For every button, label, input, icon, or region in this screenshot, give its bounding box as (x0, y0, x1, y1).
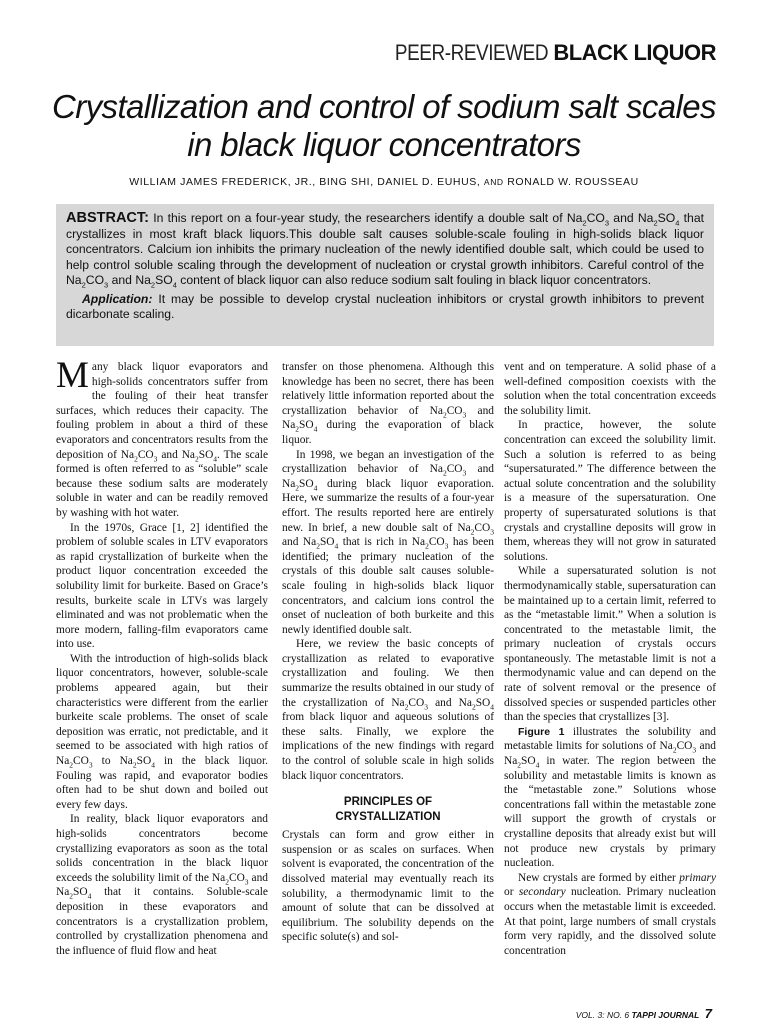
application-paragraph: Application: It may be possible to develop crystal nucleation inhibitors or crystal growth inhibitors to prevent dicarbonate scaling. (66, 291, 704, 321)
page-footer (576, 1006, 712, 1021)
figure-reference[interactable]: Figure 1 (518, 725, 565, 738)
abstract-paragraph: ABSTRACT: In this report on a four-year study, the researchers identify a double salt of $Na_2CO_3$ and $Na_2SO_4$ that crystallizes in most kraft black liquors.This double salt causes soluble-scale fouling in high-solids black liquor concentrators. Calcium ion inhibits the primary nucleation of the newly identified double salt, which could be used to help control soluble scaling through the development of nucleation or crystal growth inhibitors. Careful control of the $Na_2CO_3$ and $Na_2SO_4$ content of black liquor can also reduce sodium salt fouling in black liquor concentrators. (66, 210, 705, 290)
author-list (40, 176, 728, 188)
body-paragraph: Figure 1 illustrates the solubility and metastable limits for solutions of $Na_2CO_3$ and $Na_2SO_4$ in water. The region between the solubility and metastable limits is known as the “metastable zone.” Solutions whose concentrations fall within the metastable zone will support the growth of crystals or crystalline deposits that already exist but will not produce new crystals by primary nucleation. (504, 725, 716, 870)
body-paragraph: In the 1970s, Grace [1, 2] identified the problem of soluble scales in LTV evaporators as rapid crystallization of burkeite when the product liquor concentration exceeded the solubility limit for burkeite. Based on Grace’s results, burkeite scale in LTVs was largely eliminated and was not problematic when the more modern, falling-film evaporators came into use. (56, 521, 268, 651)
section-heading: PRINCIPLES OF CRYSTALLIZATION (335, 796, 441, 824)
section-label: PEER-REVIEWED (394, 40, 548, 65)
body-paragraph: In practice, however, the solute concentration can exceed the solubility limit. Such a solution is referred to as being “supersaturated.” The difference between the actual solute concentration and the solubility is a measure of the supersaturation. One property of supersaturated solutions is that crystals and crystalline deposits will grow in them, whereas they will not grow in saturated solutions. (504, 419, 716, 563)
body-paragraph: Here, we review the basic concepts of crystallization as related to evaporative crystallization and fouling. We then summarize the results obtained in our study of the crystallization of $Na_2CO_3$ and $Na_2SO_4$ from black liquor and aqueous solutions of these salts. Finally, we explore the implications of the new findings with regard to the control of soluble scale in high solids black liquor concentrators. (282, 638, 494, 782)
abstract-heading: ABSTRACT: (66, 210, 149, 226)
body-column-1 (56, 355, 268, 958)
page-number: 7 (704, 1006, 712, 1021)
author-last: RONALD W. ROUSSEAU (507, 176, 639, 188)
title-line-2: in black liquor concentrators (187, 126, 581, 163)
body-paragraph: While a supersaturated solution is not thermodynamically stable, supersaturation can be maintained up to a certain limit, referred to as the “metastable limit.” When a solution is concentrated to the metastable limit, the primary nucleation of crystals occurs spontaneously. The metastable limit is not a thermodynamic value and can depend on the rate of solvent removal or the presence of dissolved species or suspended particles other than the species that crystallizes [3]. (504, 565, 716, 724)
body-paragraph: In reality, black liquor evaporators and high-solids concentrators become crystallizing evaporators as soon as the total solids concentration in the black liquor exceeds the solubility limit of the $Na_2CO_3$ and $Na_2SO_4$ that it contains. Soluble-scale deposition in these evaporators and concentrators is a crystallization problem, controlled by crystallization phenomena and the influence of fluid flow and heat (56, 813, 268, 957)
body-paragraph: With the introduction of high-solids black liquor concentrators, however, soluble-scale problems appeared again, but their characteristics were different from the earlier burkeite scale problems. The onset of scale deposition was erratic, not predictable, and it seemed to be associated with high ratios of $Na_2CO_3$ to $Na_2SO_4$ in the black liquor. Fouling was rapid, and evaporator bodies often had to be shut down and boiled out every few days. (56, 652, 268, 811)
volume-issue: VOL. 3: NO. 6 (575, 1010, 630, 1020)
body-paragraph: New crystals are formed by either primary or secondary nucleation. Primary nucleation occurs when the metastable limit is exceeded. At that point, large numbers of small crystals form very rapidly, and the dissolved solute concentration (504, 871, 716, 957)
title-line-1: Crystallization and control of sodium salt scales (52, 88, 716, 125)
body-paragraph: Many black liquor evaporators and high-solids concentrators suffer from the fouling of their heat transfer surfaces, which reduces their capacity. The fouling problem in about a third of these evaporators and concentrators results from the deposition of $Na_2CO_3$ and $Na_2SO_4$. The scale formed is often referred to as “soluble” scale because these sodium salts are moderately soluble in water and can be readily removed by washing with hot water. (56, 355, 268, 519)
section-header (370, 40, 716, 66)
body-paragraph: In 1998, we began an investigation of the crystallization behavior of $Na_2CO_3$ and $Na_2SO_4$ during black liquor evaporation. Here, we summarize the results of a four-year effort. The results reported here are entirely new. In brief, a new double salt of $Na_2CO_3$ and $Na_2SO_4$ that is rich in $Na_2CO_3$ has been identified; the primary nucleation of the crystals of this double salt causes soluble-scale fouling in high-solids black liquor concentrators, and calcium ions control the onset of nucleation of both burkeite and this newly identified double salt. (282, 448, 494, 636)
body-paragraph: vent and on temperature. A solid phase of a well-defined composition coexists with the solution when the total concentration exceeds the solubility limit. (504, 361, 716, 417)
section-topic: BLACK LIQUOR (553, 40, 716, 65)
article-title (40, 88, 728, 164)
application-label: Application: (82, 291, 153, 306)
author-names: WILLIAM JAMES FREDERICK, JR., BING SHI, DANIEL D. EUHUS, (129, 176, 481, 188)
drop-cap: M (56, 355, 89, 396)
body-column-3 (504, 360, 716, 958)
body-paragraph: Crystals can form and grow either in suspension or as scales on surfaces. When solvent is evaporated, the concentration of the dissolved material may eventually reach its solubility, a thermodynamic limit to the amount of solute that can be dissolved at equilibrium. The solubility depends on the specific solute(s) and sol- (282, 829, 494, 944)
body-column-2 (282, 360, 494, 945)
author-conjunction: AND (483, 177, 504, 187)
abstract-box (56, 204, 714, 346)
body-paragraph: transfer on those phenomena. Although this knowledge has been no secret, there has been relatively little information reported about the crystallization behavior of $Na_2CO_3$ and $Na_2SO_4$ during the evaporation of black liquor. (282, 361, 494, 446)
journal-name: TAPPI JOURNAL (631, 1010, 700, 1020)
